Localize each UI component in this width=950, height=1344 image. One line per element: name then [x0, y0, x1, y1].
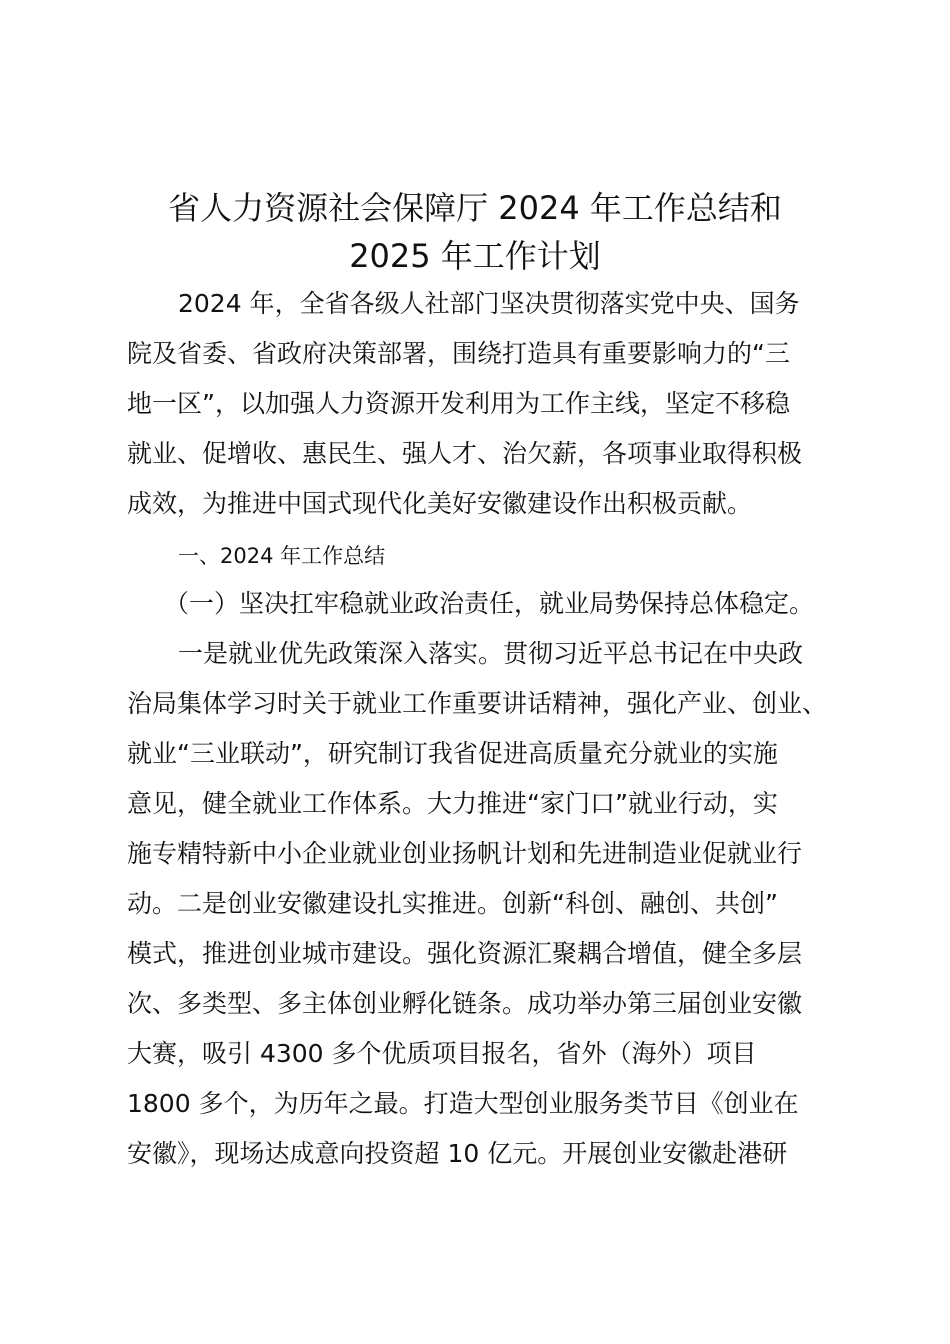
section-heading: 一、2024 年工作总结 [178, 544, 386, 568]
intro-paragraph-line: 成效，为推进中国式现代化美好安徽建设作出积极贡献。 [127, 489, 753, 518]
body-paragraph-line: 意见，健全就业工作体系。大力推进“家门口”就业行动，实 [127, 789, 778, 818]
body-paragraph-line: 施专精特新中小企业就业创业扬帆计划和先进制造业促就业行 [127, 839, 803, 868]
body-paragraph-line: 动。二是创业安徽建设扎实推进。创新“科创、融创、共创” [127, 889, 778, 918]
document-title-line-2: 2025 年工作计划 [349, 237, 601, 275]
intro-paragraph-line: 地一区”，以加强人力资源开发利用为工作主线，坚定不移稳 [127, 389, 790, 418]
intro-paragraph-line: 院及省委、省政府决策部署，围绕打造具有重要影响力的“三 [127, 339, 790, 368]
body-paragraph-line: 1800 多个，为历年之最。打造大型创业服务类节目《创业在 [127, 1089, 799, 1118]
body-paragraph-line: 安徽》，现场达成意向投资超 10 亿元。开展创业安徽赴港研 [127, 1139, 788, 1168]
intro-paragraph-line: 2024 年，全省各级人社部门坚决贯彻落实党中央、国务 [178, 289, 800, 318]
document-title-line-1: 省人力资源社会保障厅 2024 年工作总结和 [168, 189, 782, 227]
subsection-heading: （一）坚决扛牢稳就业政治责任，就业局势保持总体稳定。 [164, 589, 815, 618]
intro-paragraph-line: 就业、促增收、惠民生、强人才、治欠薪，各项事业取得积极 [127, 439, 803, 468]
body-paragraph-line: 一是就业优先政策深入落实。贯彻习近平总书记在中央政 [178, 639, 804, 668]
body-paragraph-line: 治局集体学习时关于就业工作重要讲话精神，强化产业、创业、 [127, 689, 828, 718]
body-paragraph-line: 次、多类型、多主体创业孵化链条。成功举办第三届创业安徽 [127, 989, 803, 1018]
body-paragraph-line: 就业“三业联动”，研究制订我省促进高质量充分就业的实施 [127, 739, 778, 768]
body-paragraph-line: 大赛，吸引 4300 多个优质项目报名，省外（海外）项目 [127, 1039, 757, 1068]
body-paragraph-line: 模式，推进创业城市建设。强化资源汇聚耦合增值，健全多层 [127, 939, 803, 968]
